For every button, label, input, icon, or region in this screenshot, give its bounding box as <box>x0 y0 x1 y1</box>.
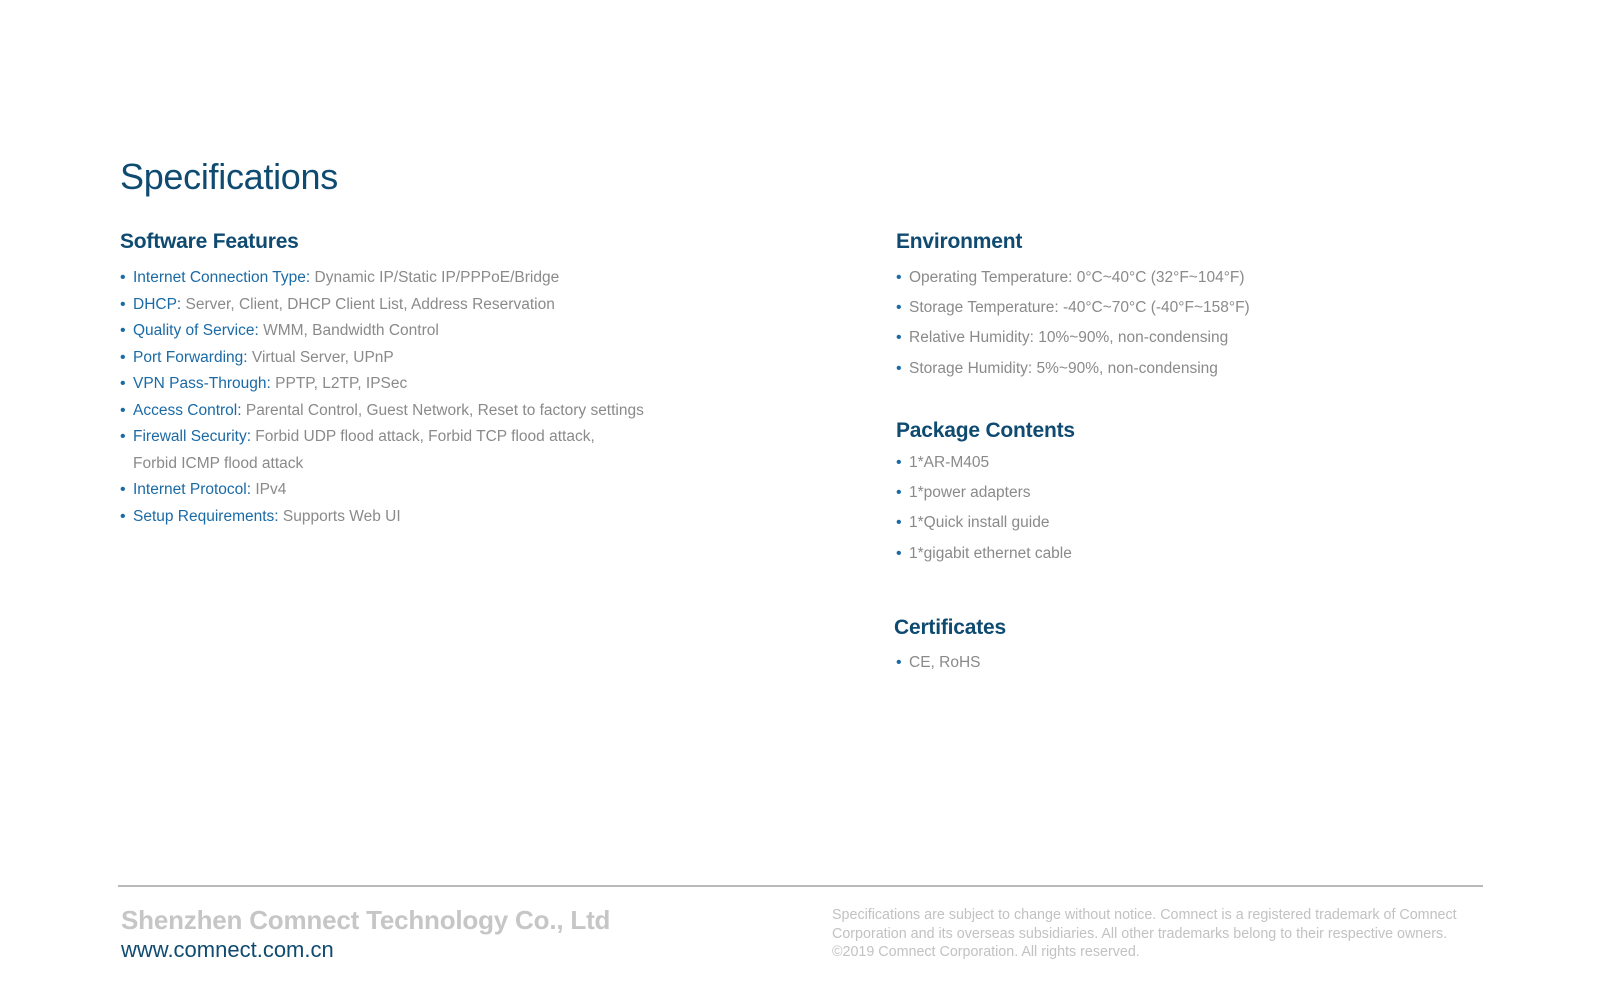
package-item: 1*gigabit ethernet cable <box>909 544 1072 562</box>
feature-key: Firewall Security: <box>133 428 251 445</box>
feature-key: VPN Pass-Through: <box>133 375 271 392</box>
feature-value: Dynamic IP/Static IP/PPPoE/Bridge <box>310 269 560 286</box>
software-features-heading: Software Features <box>120 230 299 253</box>
page-title: Specifications <box>120 156 338 197</box>
environment-heading: Environment <box>896 230 1023 253</box>
bullet-icon: • <box>896 299 902 317</box>
certificate-item: CE, RoHS <box>909 654 981 671</box>
bullet-icon: • <box>120 322 126 339</box>
feature-key: Internet Protocol: <box>133 481 252 498</box>
company-website-link[interactable]: www.comnect.com.cn <box>121 937 334 962</box>
certificates-heading: Certificates <box>894 616 1006 639</box>
list-item <box>896 508 1456 538</box>
feature-value: Server, Client, DHCP Client List, Address Reservation <box>181 295 555 313</box>
footer-divider <box>118 885 1483 887</box>
disclaimer-line: Specifications are subject to change without notice. Comnect is a registered trademark of Comnect <box>832 907 1457 923</box>
feature-value: Parental Control, Guest Network, Reset to factory settings <box>241 401 644 419</box>
feature-value: IPv4 <box>251 481 287 498</box>
bullet-icon: • <box>896 484 902 502</box>
feature-key: Setup Requirements: <box>133 507 279 525</box>
bullet-icon: • <box>120 481 126 498</box>
bullet-icon: • <box>120 428 126 445</box>
package-item: 1*Quick install guide <box>909 514 1050 532</box>
bullet-icon: • <box>896 329 902 347</box>
bullet-icon: • <box>120 348 126 366</box>
feature-value: PPTP, L2TP, IPSec <box>270 375 408 392</box>
feature-value-continued: Forbid ICMP flood attack <box>133 454 304 472</box>
feature-key: DHCP: <box>133 295 182 313</box>
feature-key: Access Control: <box>133 401 242 419</box>
disclaimer-line: Corporation and its overseas subsidiaries. All other trademarks belong to their respective owners. <box>832 925 1448 942</box>
bullet-icon: • <box>120 375 126 392</box>
feature-value: Virtual Server, UPnP <box>247 348 394 366</box>
bullet-icon: • <box>896 359 902 377</box>
list-item <box>120 345 740 372</box>
environment-item: Relative Humidity: 10%~90%, non-condensing <box>909 329 1229 347</box>
bullet-icon: • <box>120 269 126 286</box>
bullet-icon: • <box>896 269 902 286</box>
package-item: 1*power adapters <box>909 484 1031 502</box>
feature-value: Forbid UDP flood attack, Forbid TCP flood attack, <box>251 428 595 445</box>
bullet-icon: • <box>896 544 902 562</box>
list-item <box>896 478 1456 508</box>
bullet-icon: • <box>896 514 902 532</box>
list-item <box>896 293 1456 323</box>
package-contents-list <box>896 448 1456 569</box>
list-item <box>120 292 740 319</box>
list-item <box>896 354 1456 384</box>
environment-item: Storage Temperature: -40°C~70°C (-40°F~158°F) <box>909 299 1250 317</box>
package-contents-heading: Package Contents <box>896 419 1075 442</box>
list-item <box>896 539 1456 569</box>
feature-key: Quality of Service: <box>133 322 259 339</box>
list-item <box>120 371 740 398</box>
feature-value: WMM, Bandwidth Control <box>258 322 439 339</box>
environment-list <box>896 263 1456 384</box>
list-item <box>896 323 1456 353</box>
bullet-icon: • <box>120 401 126 419</box>
list-item <box>120 398 740 425</box>
bullet-icon: • <box>896 454 902 471</box>
bullet-icon: • <box>896 654 902 671</box>
list-item <box>896 648 1456 678</box>
list-item <box>120 477 740 504</box>
company-name: Shenzhen Comnect Technology Co., Ltd <box>121 905 611 935</box>
list-item <box>120 265 740 292</box>
package-item: 1*AR-M405 <box>909 454 990 471</box>
bullet-icon: • <box>120 295 126 313</box>
feature-key: Port Forwarding: <box>133 348 248 366</box>
feature-value: Supports Web UI <box>278 507 401 525</box>
list-item <box>120 318 740 345</box>
feature-key: Internet Connection Type: <box>133 269 311 286</box>
list-item <box>896 448 1456 478</box>
software-features-list <box>120 265 740 530</box>
certificates-list <box>896 648 1456 678</box>
disclaimer-line: ©2019 Comnect Corporation. All rights reserved. <box>832 944 1140 960</box>
list-item <box>896 263 1456 293</box>
bullet-icon: • <box>120 507 126 525</box>
environment-item: Storage Humidity: 5%~90%, non-condensing <box>909 359 1218 377</box>
environment-item: Operating Temperature: 0°C~40°C (32°F~104°F) <box>909 269 1245 286</box>
list-item <box>120 504 740 531</box>
list-item <box>120 424 740 477</box>
disclaimer-text <box>832 906 1492 962</box>
